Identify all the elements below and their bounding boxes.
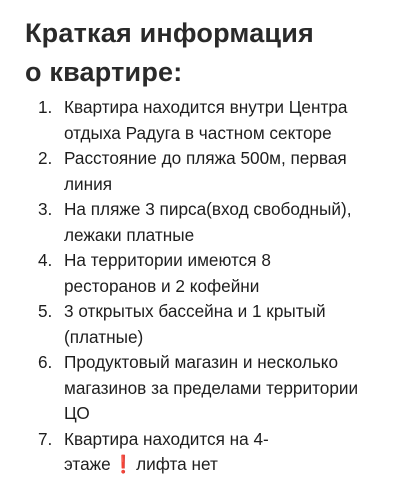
list-item-number: 6. (38, 352, 53, 372)
list-item-text: Расстояние до пляжа 500м, первая (64, 148, 347, 168)
exclamation-icon: ❗ (112, 454, 135, 474)
list-item-number: 2. (38, 148, 53, 168)
title-line-2: о квартире: (25, 57, 183, 87)
list-item (0, 350, 413, 427)
list-item (0, 248, 413, 299)
list-item-text: этаже (64, 454, 111, 474)
page-title (25, 14, 405, 92)
list-item-text: Продуктовый магазин и несколько (64, 352, 339, 372)
info-list (0, 95, 413, 478)
list-item-number: 1. (38, 97, 53, 117)
list-item (0, 197, 413, 248)
list-item-text: ЦО (64, 403, 90, 423)
list-item-text: (платные) (64, 326, 144, 347)
title-line-1: Краткая информация (25, 18, 314, 48)
list-item-number: 7. (38, 428, 53, 449)
list-item-text: Квартира находится на 4- (64, 428, 269, 449)
list-item (0, 427, 413, 478)
list-item-text: отдыха Радуга в частном секторе (64, 122, 332, 143)
list-item-text: лифта нет (136, 454, 218, 474)
list-item-number: 3. (38, 199, 53, 219)
list-item-text: ресторанов и 2 кофейни (64, 275, 260, 296)
list-item-number: 4. (38, 250, 53, 270)
list-item-text: лежаки платные (64, 224, 195, 245)
list-item (0, 299, 413, 350)
list-item-text: На пляже 3 пирса(вход свободный), (64, 199, 352, 219)
list-item (0, 146, 413, 197)
list-item-number: 5. (38, 301, 53, 321)
list-item (0, 95, 413, 146)
list-item-text: Квартира находится внутри Центра (64, 97, 348, 117)
list-item-text: 3 открытых бассейна и 1 крытый (64, 301, 326, 321)
list-item-text: магазинов за пределами территории (64, 377, 359, 398)
list-item-text-line (64, 452, 218, 478)
list-item-text: На территории имеются 8 (64, 250, 271, 270)
list-item-text: линия (64, 173, 113, 194)
